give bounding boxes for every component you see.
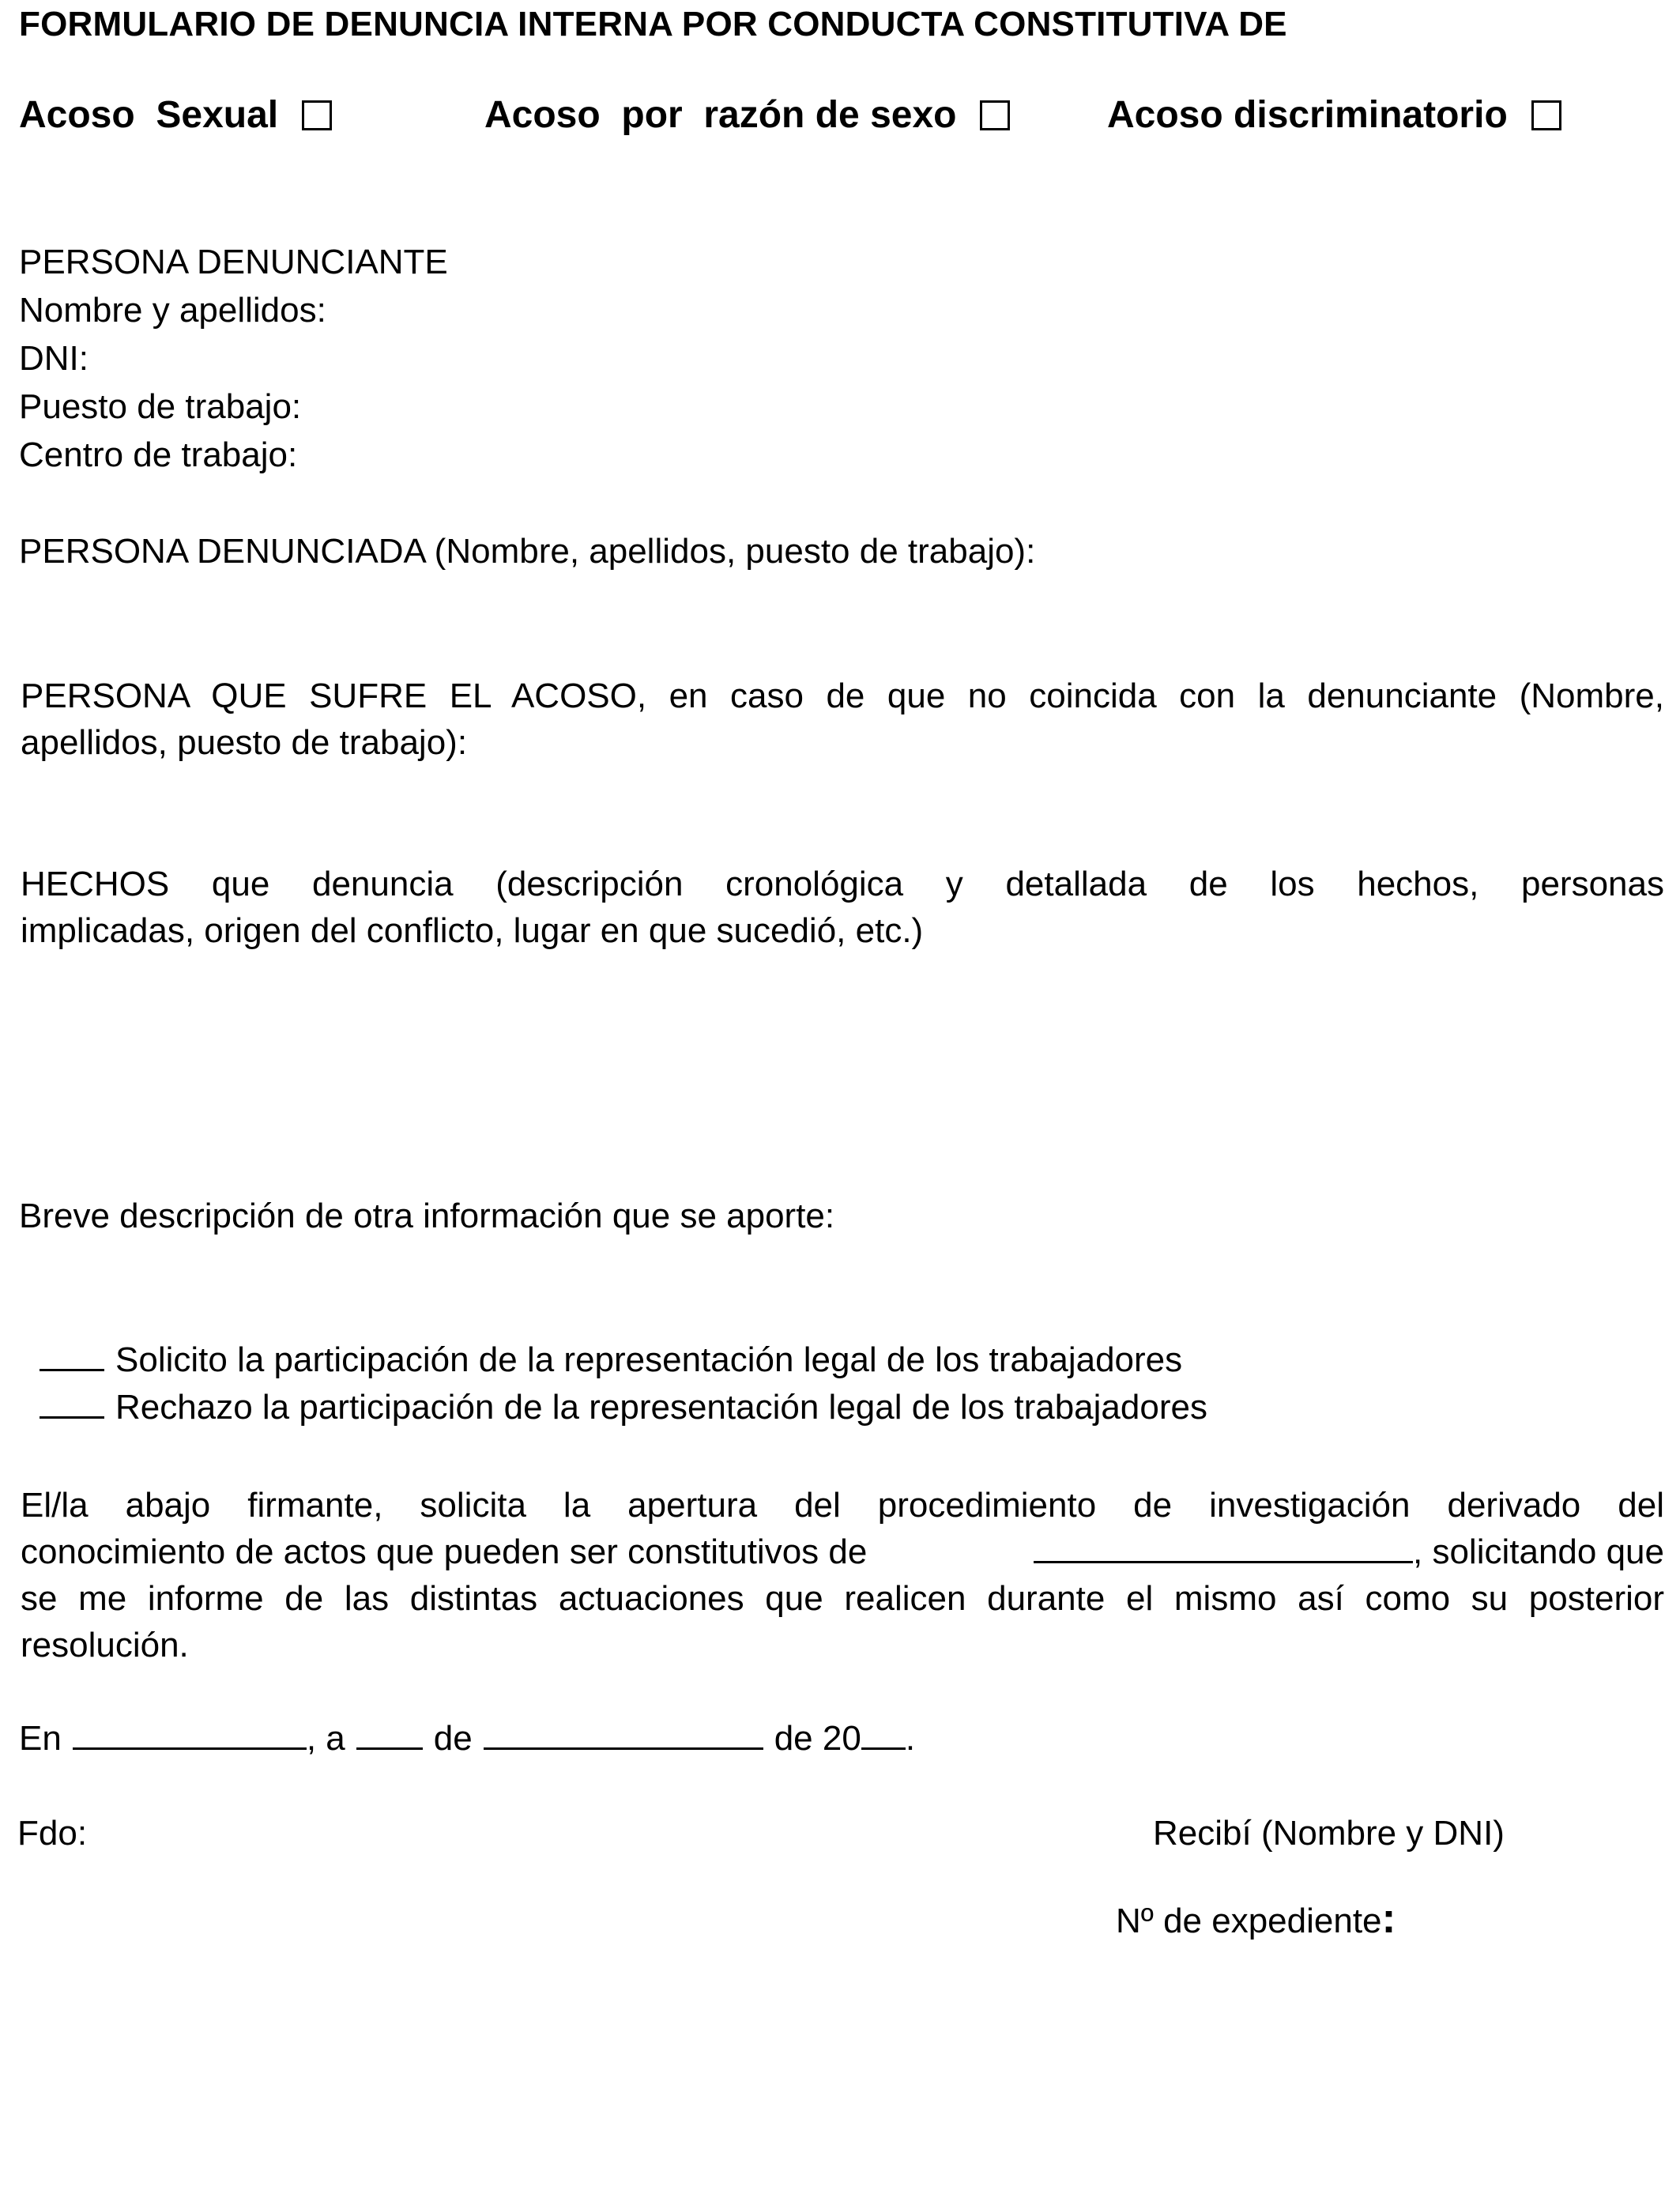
option-discriminatory-harassment [1107,93,1561,137]
declaration-paragraph [21,1482,1664,1668]
month-blank[interactable] [484,1717,763,1750]
request-representation-blank[interactable] [40,1339,104,1371]
declaration-line-3: se me informe de las distintas actuaciones que realicen durante el mismo así como su posterior [21,1579,1664,1618]
facts-paragraph [21,861,1664,954]
signed-label: Fdo: [17,1814,88,1853]
date-en-label: En [19,1719,62,1758]
date-a-label: , a [306,1719,345,1758]
form-title: FORMULARIO DE DENUNCIA INTERNA POR CONDUCTA CONSTITUTIVA DE [19,5,1287,43]
declaration-line-2 [21,1529,1664,1575]
date-end-period: . [905,1719,916,1758]
complainant-name-label: Nombre y apellidos: [19,291,326,330]
option-gender-harassment [484,93,1010,137]
file-number-colon: : [1381,1894,1396,1942]
complainant-heading: PERSONA DENUNCIANTE [19,243,448,281]
conduct-type-blank[interactable] [1034,1531,1413,1563]
option-sexual-harassment [19,93,332,137]
victim-paragraph [21,673,1664,766]
file-number-row [1116,1894,1396,1945]
declaration-line-2-tail [1034,1529,1664,1575]
received-label: Recibí (Nombre y DNI) [1153,1814,1505,1853]
victim-line-1: PERSONA QUE SUFRE EL ACOSO, en caso de que no coincida con la denunciante (Nombre, [21,677,1664,715]
request-representation-label: Solicito la participación de la representación legal de los trabajadores [115,1340,1183,1379]
complainant-job-label: Puesto de trabajo: [19,387,302,426]
victim-line-2: apellidos, puesto de trabajo): [21,723,468,762]
facts-line-1: HECHOS que denuncia (descripción cronológica y detallada de los hechos, personas [21,865,1664,903]
accused-label: PERSONA DENUNCIADA (Nombre, apellidos, puesto de trabajo): [19,532,1036,571]
file-number-label: Nº de expediente [1116,1902,1382,1940]
reject-representation-label: Rechazo la participación de la representación legal de los trabajadores [115,1388,1207,1427]
declaration-line-1: El/la abajo firmante, solicita la apertura del procedimiento de investigación derivado del [21,1486,1664,1525]
complainant-workplace-label: Centro de trabajo: [19,435,298,474]
request-representation-row [40,1336,1182,1384]
discriminatory-harassment-checkbox[interactable] [1531,100,1561,130]
year-blank[interactable] [861,1717,906,1750]
reject-representation-row [40,1384,1207,1431]
declaration-line-2a: conocimiento de actos que pueden ser constitutivos de [21,1532,868,1571]
day-blank[interactable] [356,1717,423,1750]
option-discriminatory-harassment-label: Acoso discriminatorio [1107,94,1508,136]
declaration-line-2b: , solicitando que [1413,1532,1664,1571]
reject-representation-blank[interactable] [40,1386,104,1419]
declaration-line-4: resolución. [21,1626,189,1664]
gender-harassment-checkbox[interactable] [980,100,1010,130]
option-gender-harassment-label: Acoso por razón de sexo [484,94,957,136]
facts-line-2: implicadas, origen del conflicto, lugar en que sucedió, etc.) [21,911,924,950]
place-blank[interactable] [73,1717,307,1750]
date-de-label: de [433,1719,473,1758]
sexual-harassment-checkbox[interactable] [302,100,332,130]
date-line [19,1715,915,1762]
option-sexual-harassment-label: Acoso Sexual [19,94,279,136]
date-year-label: de 20 [774,1719,861,1758]
other-info-label: Breve descripción de otra información que se aporte: [19,1197,835,1235]
complainant-dni-label: DNI: [19,339,89,378]
